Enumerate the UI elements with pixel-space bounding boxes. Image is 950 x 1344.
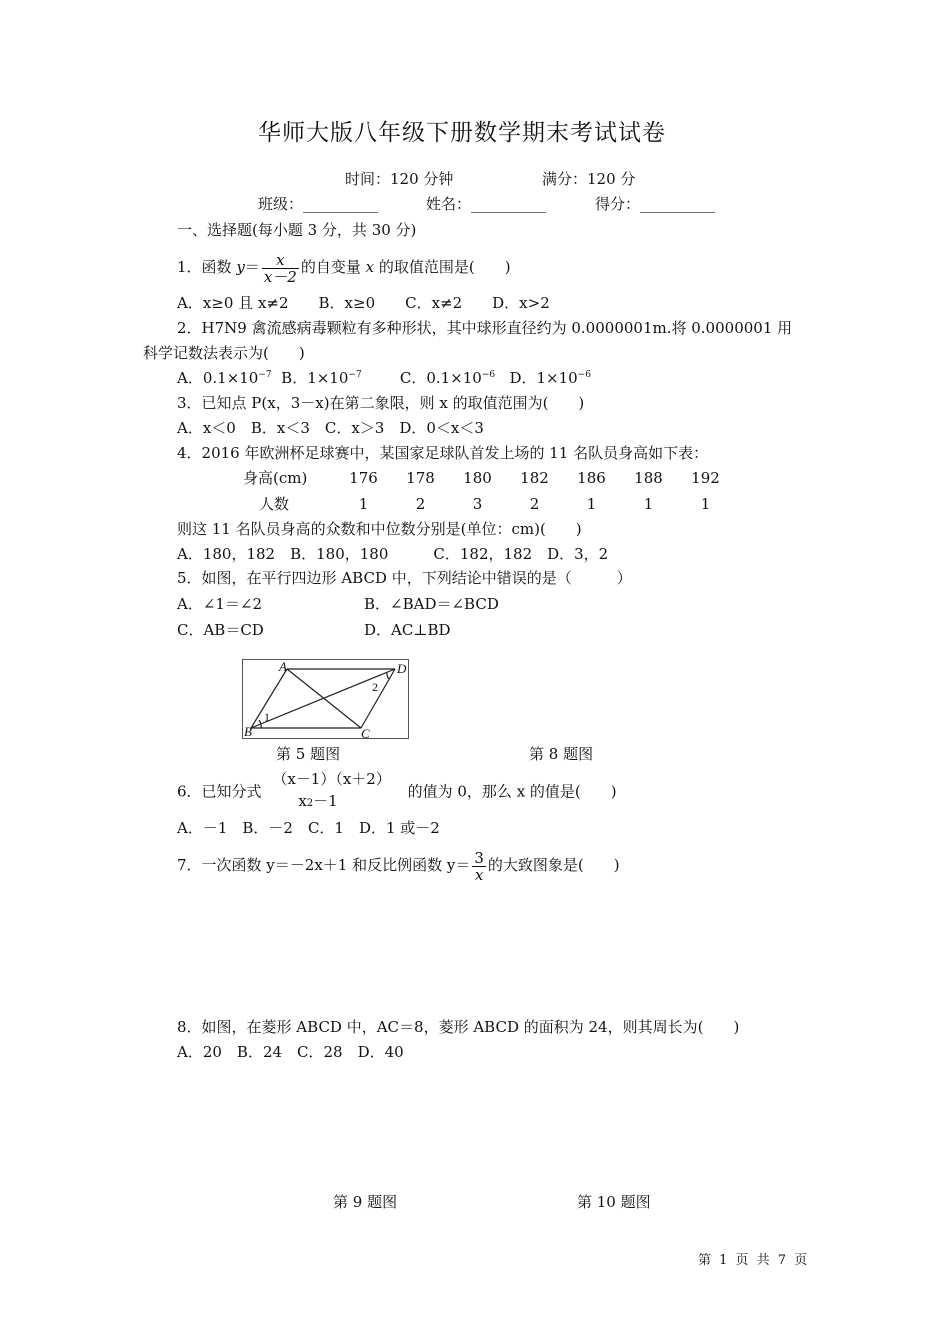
q8-options: A．20 B．24 C．28 D．40	[177, 1043, 404, 1061]
q2-opt-d-exp: −6	[577, 370, 591, 380]
figure-9-caption: 第 9 题图	[333, 1193, 398, 1211]
q4-table-count-label: 人数	[259, 495, 290, 513]
q4-table-cell: 176	[349, 469, 378, 487]
q5-text: 5．如图，在平行四边形 ABCD 中，下列结论中错误的是（ ）	[177, 569, 632, 587]
q7-numerator: 3	[474, 848, 484, 867]
q4-table-cell: 1	[358, 495, 369, 513]
page-title: 华师大版八年级下册数学期末考试试卷	[258, 120, 666, 146]
q6-options: A．－1 B．－2 C．1 D．1 或－2	[177, 819, 440, 837]
q7-prefix: 7．一次函数 y＝－2x＋1 和反比例函数 y＝	[177, 856, 471, 874]
q4-table-cell: 192	[691, 469, 720, 487]
q1-fraction	[262, 252, 299, 285]
q5-opt-a: A．∠1＝∠2	[177, 595, 263, 613]
q4-table-cell: 2	[415, 495, 426, 513]
angle-2-arc	[387, 673, 389, 679]
q1-options: A．x≥0 且 x≠2 B．x≥0 C．x≠2 D．x>2	[177, 294, 550, 312]
q6-fraction	[270, 768, 393, 815]
q6-denominator	[270, 790, 393, 815]
exam-score-total: 满分：120 分	[542, 170, 636, 188]
q4-table-cell: 178	[406, 469, 435, 487]
q6-suffix: 的值为 0，那么 x 的值是( )	[407, 782, 617, 801]
q6-prefix: 6．已知分式	[177, 782, 262, 801]
q4-table-cell: 1	[586, 495, 597, 513]
q4-table-height-label: 身高(cm)	[243, 469, 308, 487]
q4-options: A．180，182 B．180，180 C．182，182 D．3，2	[177, 545, 609, 563]
q2-opt-a: A．0.1×10	[177, 369, 259, 387]
q7-denominator: x	[474, 865, 484, 884]
q4-text: 4．2016 年欧洲杯足球赛中，某国家足球队首发上场的 11 名队员身高如下表：	[177, 444, 709, 462]
figure-8-caption: 第 8 题图	[529, 745, 594, 763]
question-1	[177, 250, 511, 285]
q7-fraction	[472, 850, 486, 883]
q1-x: x	[365, 258, 375, 276]
q2-opt-a-exp: −7	[258, 370, 272, 380]
exam-time: 时间：120 分钟	[345, 170, 454, 188]
side-cd	[361, 669, 395, 728]
q4-table-cell: 1	[700, 495, 711, 513]
q4-table-cell: 2	[529, 495, 540, 513]
q4-table-cell: 1	[643, 495, 654, 513]
figure-5-caption: 第 5 题图	[276, 745, 341, 763]
q4-table-cell: 3	[472, 495, 483, 513]
section-heading: 一、选择题(每小题 3 分，共 30 分)	[177, 221, 417, 239]
q2-line1: 2．H7N9 禽流感病毒颗粒有多种形状，其中球形直径约为 0.0000001m.将 0.0000001 用	[177, 319, 793, 337]
label-d: D	[397, 661, 407, 676]
q1-y: y	[236, 258, 245, 276]
q6-numerator: （x－1）（x＋2）	[272, 770, 391, 788]
q5-opt-d: D．AC⊥BD	[364, 621, 451, 639]
q4-question: 则这 11 名队员身高的众数和中位数分别是(单位：cm)( )	[177, 520, 582, 538]
label-c: C	[361, 726, 370, 738]
q1-numerator: x	[262, 252, 299, 269]
q5-opt-c: C．AB＝CD	[177, 621, 264, 639]
diagonal-bd	[251, 669, 395, 728]
q3-text: 3．已知点 P(x，3－x)在第二象限，则 x 的取值范围为( )	[177, 394, 585, 412]
q6-den-rest: －1	[313, 792, 338, 810]
q1-suffix2: 的取值范围是( )	[374, 258, 511, 276]
q2-opt-b-exp: −7	[348, 370, 362, 380]
q6-den-exp: 2	[306, 798, 314, 809]
q2-options	[177, 368, 591, 388]
q2-opt-b: B．1×10	[281, 369, 349, 387]
class-field: 班级：__________	[258, 195, 379, 213]
q1-suffix: 的自变量	[300, 258, 366, 276]
q4-table-counts-row	[243, 494, 734, 514]
name-field: 姓名：__________	[426, 195, 547, 213]
label-a: A	[279, 660, 287, 674]
q2-line2: 科学记数法表示为( )	[143, 344, 305, 362]
q4-table-cell: 180	[463, 469, 492, 487]
figure-10-caption: 第 10 题图	[577, 1193, 651, 1211]
label-angle-2: 2	[372, 680, 378, 694]
q4-table-cell: 186	[577, 469, 606, 487]
q1-eq: ＝	[244, 258, 260, 276]
score-field: 得分：__________	[595, 195, 716, 213]
figure-5-parallelogram	[242, 659, 409, 739]
q1-prefix: 1．函数	[177, 258, 237, 276]
q3-options: A．x＜0 B．x＜3 C．x＞3 D．0＜x＜3	[177, 419, 484, 437]
q6-den-base: x	[298, 792, 307, 810]
q2-opt-d: D．1×10	[509, 369, 578, 387]
question-6	[177, 768, 617, 815]
q2-opt-c: C．0.1×10	[399, 369, 482, 387]
q4-table-heights-row	[243, 468, 734, 488]
q1-denominator: x－2	[263, 267, 297, 286]
q2-opt-c-exp: −6	[481, 370, 496, 380]
q4-table-cell: 188	[634, 469, 663, 487]
label-b: B	[244, 724, 252, 738]
q7-suffix: 的大致图象是( )	[487, 856, 620, 874]
page-footer: 第 1 页 共 7 页	[698, 1253, 810, 1268]
q5-opt-b: B．∠BAD＝∠BCD	[364, 595, 499, 613]
q4-table-cell: 182	[520, 469, 549, 487]
label-angle-1: 1	[264, 710, 270, 724]
parallelogram-diagram	[243, 660, 408, 738]
q8-text: 8．如图，在菱形 ABCD 中，AC＝8，菱形 ABCD 的面积为 24，则其周长为( )	[177, 1018, 740, 1036]
question-7	[177, 848, 620, 883]
